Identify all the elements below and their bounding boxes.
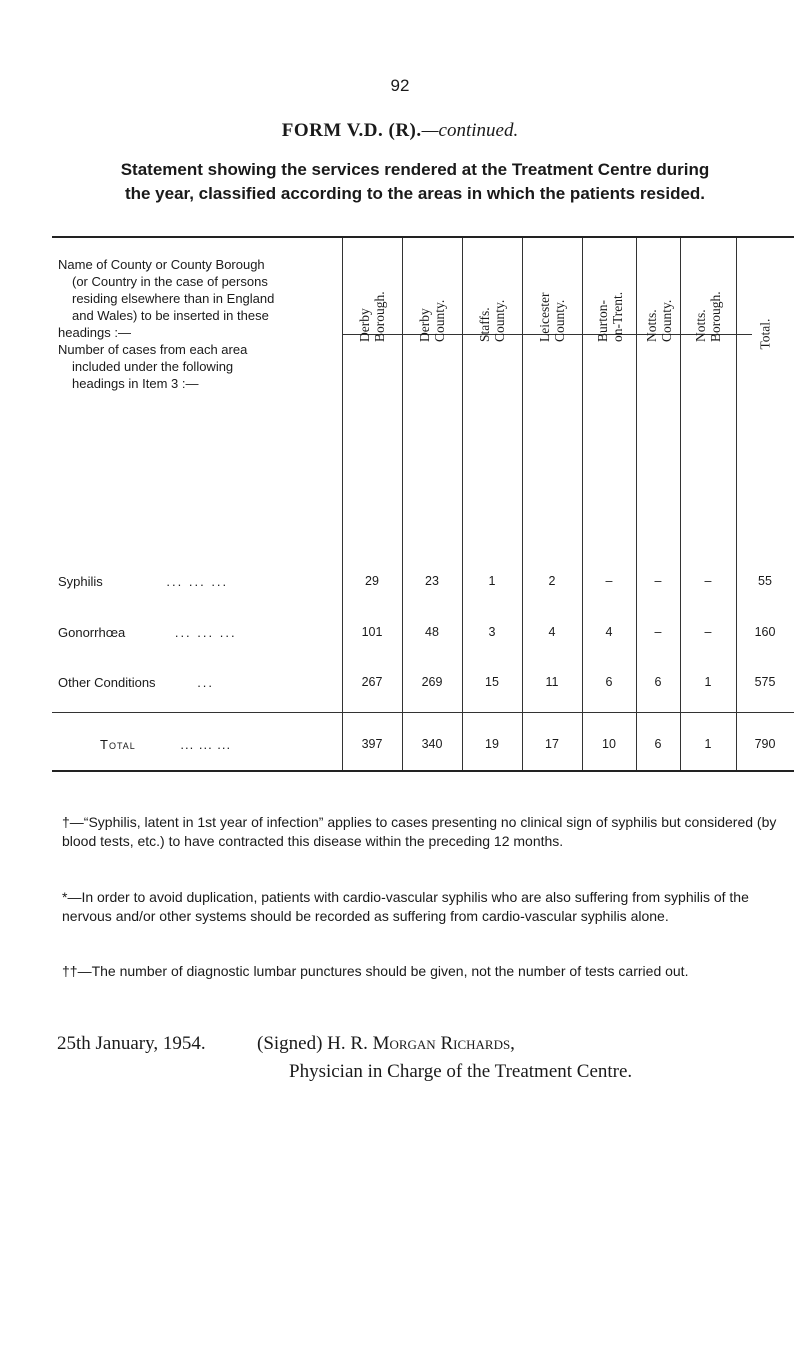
table-cell: 1 bbox=[704, 675, 712, 689]
column-header-label: Notts. County. bbox=[644, 299, 674, 342]
table-cell: 4 bbox=[605, 625, 613, 639]
form-title-continued: —continued. bbox=[421, 120, 519, 141]
column-header bbox=[465, 254, 519, 342]
row-label-total bbox=[100, 737, 231, 752]
row-label-text: Total bbox=[100, 737, 136, 752]
leader-dots: ... ... ... bbox=[180, 737, 232, 752]
column-divider bbox=[342, 238, 343, 770]
stub-line: Name of County or County Borough bbox=[58, 257, 265, 272]
footnote-text: ††—The number of diagnostic lumbar punctures should be given, not the number of tests carried out. bbox=[62, 963, 689, 979]
column-header-label: Staffs. County. bbox=[477, 299, 507, 342]
leader-dots: ... ... ... bbox=[174, 625, 237, 640]
table-cell: 3 bbox=[488, 625, 496, 639]
table-cell: 15 bbox=[485, 675, 499, 689]
table-total-cell: 17 bbox=[545, 737, 559, 751]
statement-heading: Statement showing the services rendered at the Treatment Centre during the year, classified according to the areas in which the patients resided. bbox=[120, 160, 710, 203]
table-cell: 101 bbox=[361, 625, 383, 639]
table-total-cell: 10 bbox=[602, 737, 616, 751]
table-cell: 29 bbox=[365, 574, 379, 588]
table-total-cell: 1 bbox=[704, 737, 712, 751]
leader-dots: ... bbox=[197, 675, 215, 690]
footnote-text: *—In order to avoid duplication, patients with cardio-vascular syphilis who are also suffering from syphilis of the nervous and/or other systems should be recorded as suffering from cardio-vascular syphilis alone. bbox=[62, 889, 749, 924]
table-cell: 2 bbox=[548, 574, 556, 588]
table-top-rule bbox=[52, 236, 794, 238]
table-cell: 6 bbox=[654, 675, 662, 689]
row-label-other-conditions bbox=[58, 675, 214, 690]
row-label-text: Other Conditions bbox=[58, 675, 156, 690]
stub-line: headings :— bbox=[58, 325, 131, 340]
column-header bbox=[525, 254, 579, 342]
table-total-rule bbox=[52, 712, 794, 713]
table-total-cell: 19 bbox=[485, 737, 499, 751]
row-label-text: Gonorrhœa bbox=[58, 625, 126, 640]
footnote-syphilis-latent bbox=[62, 813, 790, 851]
stub-line: included under the following bbox=[72, 359, 234, 374]
row-label-gonorrhoea bbox=[58, 625, 237, 640]
table-cell: – bbox=[654, 625, 662, 639]
table-cell: 48 bbox=[425, 625, 439, 639]
form-title-main: FORM V.D. (R). bbox=[281, 120, 422, 141]
footnote-lumbar-punctures bbox=[62, 962, 790, 981]
footnote-duplication bbox=[62, 888, 790, 926]
table-cell: 6 bbox=[605, 675, 613, 689]
column-header bbox=[632, 254, 686, 342]
column-divider bbox=[522, 238, 523, 770]
stub-line: and Wales) to be inserted in these bbox=[72, 308, 269, 323]
table-cell: – bbox=[605, 574, 613, 588]
table-cell: – bbox=[704, 574, 712, 588]
form-title bbox=[0, 120, 800, 142]
leader-dots: ... ... ... bbox=[166, 574, 229, 589]
table-cell: 55 bbox=[758, 574, 772, 588]
column-header bbox=[583, 254, 637, 342]
row-label-syphilis bbox=[58, 574, 228, 589]
table-stub-heading bbox=[58, 256, 340, 392]
table-bottom-rule bbox=[52, 770, 794, 772]
footnote-text: †—“Syphilis, latent in 1st year of infection” applies to cases presenting no clinical sign of syphilis but considered (by blood tests, etc.) to have contracted this disease within the preceding 12 months. bbox=[62, 814, 777, 849]
column-divider bbox=[402, 238, 403, 770]
stub-line: headings in Item 3 :— bbox=[72, 376, 199, 391]
table-cell: 269 bbox=[421, 675, 443, 689]
table-cell: – bbox=[704, 625, 712, 639]
table-cell: 1 bbox=[488, 574, 496, 588]
table-cell: 4 bbox=[548, 625, 556, 639]
table-cell: 23 bbox=[425, 574, 439, 588]
table-cell: – bbox=[654, 574, 662, 588]
column-header-label: Total. bbox=[757, 318, 773, 350]
row-label-text: Syphilis bbox=[58, 574, 103, 589]
column-divider bbox=[462, 238, 463, 770]
signer-role: Physician in Charge of the Treatment Centre. bbox=[289, 1061, 633, 1082]
column-header-label: Leicester County. bbox=[537, 292, 567, 342]
column-header bbox=[681, 254, 735, 342]
column-header-label: Notts. Borough. bbox=[693, 291, 723, 342]
signer-name: Morgan Richards, bbox=[372, 1033, 515, 1054]
column-header-label: Derby County. bbox=[417, 299, 447, 342]
table-total-cell: 790 bbox=[754, 737, 776, 751]
column-header-label: Burton- on-Trent. bbox=[595, 291, 625, 342]
table-cell: 160 bbox=[754, 625, 776, 639]
table-total-cell: 397 bbox=[361, 737, 383, 751]
table-cell: 575 bbox=[754, 675, 776, 689]
stub-line: Number of cases from each area bbox=[58, 342, 248, 357]
column-header bbox=[405, 254, 459, 342]
table-cell: 11 bbox=[545, 675, 559, 689]
stub-line: residing elsewhere than in England bbox=[72, 291, 275, 306]
column-header bbox=[345, 254, 399, 342]
page-number: 92 bbox=[390, 76, 410, 95]
stub-line: (or Country in the case of persons bbox=[72, 274, 268, 289]
column-header bbox=[738, 254, 792, 350]
table-total-cell: 340 bbox=[421, 737, 443, 751]
table-cell: 267 bbox=[361, 675, 383, 689]
column-divider bbox=[736, 238, 737, 770]
signed-prefix: (Signed) H. R. bbox=[257, 1033, 368, 1054]
table-total-cell: 6 bbox=[654, 737, 662, 751]
column-header-label: Derby Borough. bbox=[357, 291, 387, 342]
signature-date: 25th January, 1954. bbox=[57, 1033, 206, 1054]
signature-signed bbox=[257, 1030, 515, 1058]
